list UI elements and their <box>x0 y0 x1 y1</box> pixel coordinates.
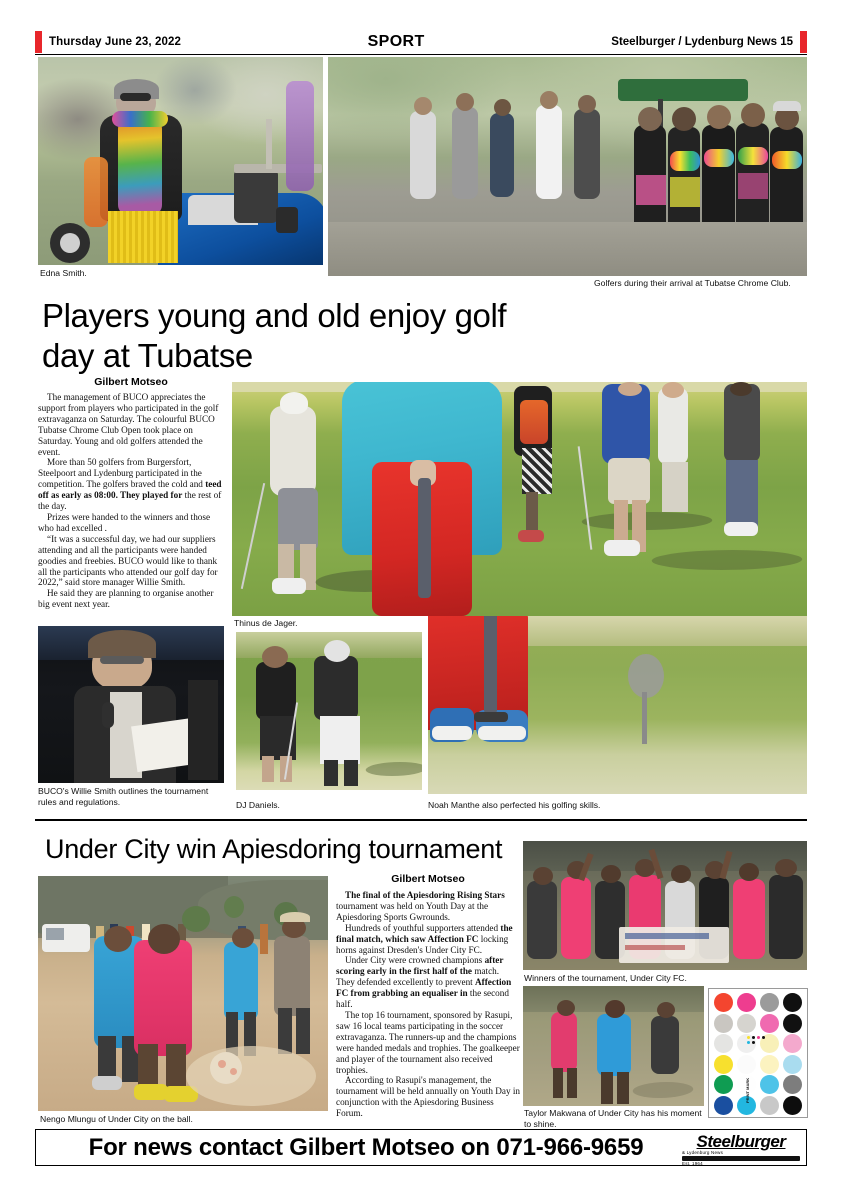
caption-edna-smith: Edna Smith. <box>40 268 87 278</box>
caption-nengo-mlungu: Nengo Mlungu of Under City on the ball. <box>40 1114 193 1124</box>
colour-swatch-7 <box>783 1014 802 1033</box>
photo-willie-smith <box>38 626 224 783</box>
colour-swatch-8 <box>714 1034 733 1053</box>
photo-nengo-mlungu <box>38 876 328 1111</box>
article1-headline: Players young and old enjoy golf day at Tubatse <box>42 297 507 374</box>
paragraph <box>38 457 222 512</box>
colour-swatch-0 <box>714 993 733 1012</box>
colour-swatch-16 <box>714 1075 733 1094</box>
colour-swatch-3 <box>783 993 802 1012</box>
colour-swatch-19 <box>783 1075 802 1094</box>
photo-edna-smith <box>38 57 323 265</box>
paragraph-tail-text: locking horns against Dresden's Under City FC. <box>336 933 509 955</box>
paragraph-text: tournament was held on Youth Day at the Apiesdoring Sports Gwrounds. <box>336 900 489 922</box>
paragraph-text: More than 50 golfers from Burgersfort, Steelpoort and Lydenburg participated in the competition. The golfers braved the cold and <box>38 457 203 490</box>
paragraph-bold-text-2: Affection FC from grabbing an equaliser in <box>336 977 512 999</box>
colour-swatch-11 <box>783 1034 802 1053</box>
registration-dot-4 <box>747 1041 750 1044</box>
article2-body <box>336 890 520 1119</box>
registration-dot-1 <box>752 1036 755 1039</box>
colour-swatch-15 <box>783 1055 802 1074</box>
masthead-accent-bar-left <box>35 31 42 53</box>
colour-registration-chart <box>708 988 808 1118</box>
article2-headline: Under City win Apiesdoring tournament <box>45 834 503 864</box>
caption-noah: Noah Manthe also perfected his golfing skills. <box>428 800 601 810</box>
photo-taylor-makwana <box>523 986 704 1106</box>
photo-dj-daniels <box>236 632 422 790</box>
caption-thinus: Thinus de Jager. <box>234 618 298 628</box>
paragraph <box>336 955 520 1010</box>
masthead <box>35 30 807 54</box>
colour-swatch-14 <box>760 1055 779 1074</box>
colour-swatch-18 <box>760 1075 779 1094</box>
paragraph <box>336 923 520 956</box>
paragraph-tail-text: the second half. <box>336 988 509 1010</box>
steelburger-logo-est: Est. 1964 <box>682 1160 703 1166</box>
registration-dots <box>746 1035 768 1051</box>
caption-dj-daniels: DJ Daniels. <box>236 800 280 810</box>
article2-byline: Gilbert Motseo <box>391 873 465 885</box>
masthead-rule <box>35 54 807 55</box>
photo-noah-manthe <box>428 616 807 794</box>
paragraph-tail-text: the rest of the day. <box>38 490 222 512</box>
colour-swatch-23 <box>783 1096 802 1115</box>
registration-dot-2 <box>757 1036 760 1039</box>
registration-dot-3 <box>762 1036 765 1039</box>
caption-winners: Winners of the tournament, Under City FC. <box>524 973 687 983</box>
article1-body <box>38 392 222 610</box>
paragraph: Prizes were handed to the winners and those who had excelled . <box>38 511 211 533</box>
colour-swatch-1 <box>737 993 756 1012</box>
masthead-accent-bar-right <box>800 31 807 53</box>
footer-contact-text: For news contact Gilbert Motseo on 071-966-9659 <box>88 1133 644 1161</box>
paragraph-text: Under City were crowned champions <box>345 955 483 966</box>
steelburger-logo-word: Steelburger <box>696 1131 786 1151</box>
paragraph: The top 16 tournament, sponsored by Rasupi, saw 16 local teams participating in the soccer extravaganza. The runners-up and the champions were handed medals and trophies. The goalkeeper and player of the tournament also received trophies. <box>336 1009 520 1075</box>
colour-swatch-20 <box>714 1096 733 1115</box>
photo-thinus-de-jager <box>232 382 807 616</box>
colour-swatch-22 <box>760 1096 779 1115</box>
caption-golfers-arrival: Golfers during their arrival at Tubatse Chrome Club. <box>594 278 791 288</box>
masthead-date: Thursday June 23, 2022 <box>49 36 181 48</box>
paragraph-bold-text: the final match, which saw Affection FC <box>336 922 513 944</box>
paragraph <box>336 890 520 923</box>
masthead-publication: Steelburger / Lydenburg News 15 <box>611 36 793 48</box>
paragraph-text-2: match. They defended excellently to prevent <box>336 966 500 988</box>
paragraph-bold-text: after scoring early in the first half of the <box>336 955 504 977</box>
section-divider-rule <box>35 819 807 821</box>
photo-golfers-arrival <box>328 57 807 276</box>
photo-winners <box>523 841 807 970</box>
colour-swatch-6 <box>760 1014 779 1033</box>
steelburger-logo-sub: & Lydenburg News <box>682 1149 724 1155</box>
article1-byline: Gilbert Motseo <box>94 376 168 388</box>
caption-willie-smith: BUCO's Willie Smith outlines the tournament rules and regulations. <box>38 786 209 807</box>
registration-label: PRINT MARK <box>745 1077 750 1103</box>
paragraph-text: Hundreds of youthful supporters attended <box>345 922 499 933</box>
colour-swatch-4 <box>714 1014 733 1033</box>
steelburger-logo <box>682 1131 800 1166</box>
paragraph: The management of BUCO appreciates the support from players who participated in the golf extravaganza on Saturday. The colourful BUCO Tubatse Chrome Club Open took place on Saturday. Young and old golfers attended the event. <box>38 392 219 457</box>
paragraph-bold-text: The final of the Apiesdoring Rising Stars <box>345 890 505 900</box>
page-title: SPORT <box>367 33 425 50</box>
caption-taylor-makwana: Taylor Makwana of Under City has his moment to shine. <box>524 1108 702 1129</box>
colour-swatch-12 <box>714 1055 733 1074</box>
colour-swatch-5 <box>737 1014 756 1033</box>
paragraph: “It was a successful day, we had our suppliers attending and all the participants were handed goodies and freebies. BUCO would like to thank all the participants who attended our golf day for 2022,” said store manager Willie Smith. <box>38 533 218 588</box>
paragraph: According to Rasupi's management, the tournament will be held annually on Youth Day in conjunction with the Apiesdoring Business Forum. <box>336 1075 520 1119</box>
registration-dot-0 <box>747 1036 750 1039</box>
registration-dot-5 <box>752 1041 755 1044</box>
paragraph: He said they are planning to organise another big event next year. <box>38 588 214 610</box>
paragraph-bold-text: teed off as early as 08:00. They played for <box>38 479 222 501</box>
colour-swatch-2 <box>760 993 779 1012</box>
footer-contact-banner <box>35 1129 807 1166</box>
